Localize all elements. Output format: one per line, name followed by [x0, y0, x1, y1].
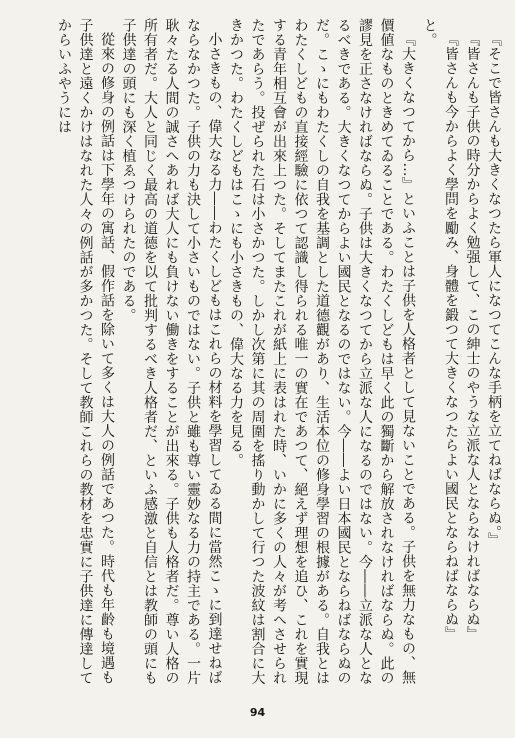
- paragraph-2: 『皆さんも子供の時分からよく勉强して、この紳士のやうな立派な人とならなければならぬ』: [464, 32, 481, 641]
- paragraph-1: 『そこで皆さんも大きくなつたら軍人になつてこんな手柄を立てねばならぬ。』: [486, 32, 502, 547]
- paragraph-3: 『皆さんも今からよく學問を勵み、身體を鍛つて大きくなつたらよい國民とならねばならぬ』: [443, 32, 459, 641]
- paragraph-4: と。: [421, 18, 438, 47]
- page-number: 94: [249, 706, 266, 719]
- paragraph-5: 『大きくなつてから…』といふことは子供を人格者として見ないことである。子供を無力なもの、無價値なものときめてゐることである。わたくしどもは早く此の獨斷から解放されなければならぬ。此の謬見を正さなければならぬ。子供は大きくなつてから立派な人になるのではない。今――立派な人となるべきである。大きくなつてからよい國民となるのではない。今――よい日本國民とならねばならぬのだ。こゝにもわたくしの自我を基調とした道德觀があり、生活本位の修身學習の根據がある。自我とはわたくしどもの直接經驗に依つて認識し得られる唯一の實在であつて、絕えず理想を追ひ、これを實現する青年相互會が出來上つた。そしてまたこれが紙上に表はれた時、いかに多くの人々が考へさせられたであらう。投ぜられた石は小さかつた。しかし次第に其の周圍を搖り動かして行つた波紋は割合に大きかつた。わたくしどもはこゝにも小さきもの、偉大なる力を見る。: [228, 18, 416, 685]
- vertical-text-body: [52, 18, 504, 690]
- paragraph-7: 從來の修身の例話は下學年の寓話、假作話を除いて多くは大人の例話であつた。時代も年齡も境遇も子供達と遠くかけはなれた人々の例話が多かつた。そして教師これらの教材を忠實に子供達に傳達してからいふやうには: [56, 18, 115, 685]
- paragraph-6: 小さきもの、偉大なる力――わたくしどもはこれらの材料を學習してゐる間に當然こゝに到達せねばならなかつた。子供の力も決して小さいものではない。子供と雖も尊い靈妙なる力の持主である。一片耿々たる人間の誠さへあれば大人にも負けない働きをすることが出來る。子供も人格者だ。尊い人格の所有者だ。大人と同じく最高の道德を以て批判するべき人格者だ、といふ感激と自信とは教師の頭にも子供達の頭にも深く植ゑつけられたのである。: [120, 18, 223, 685]
